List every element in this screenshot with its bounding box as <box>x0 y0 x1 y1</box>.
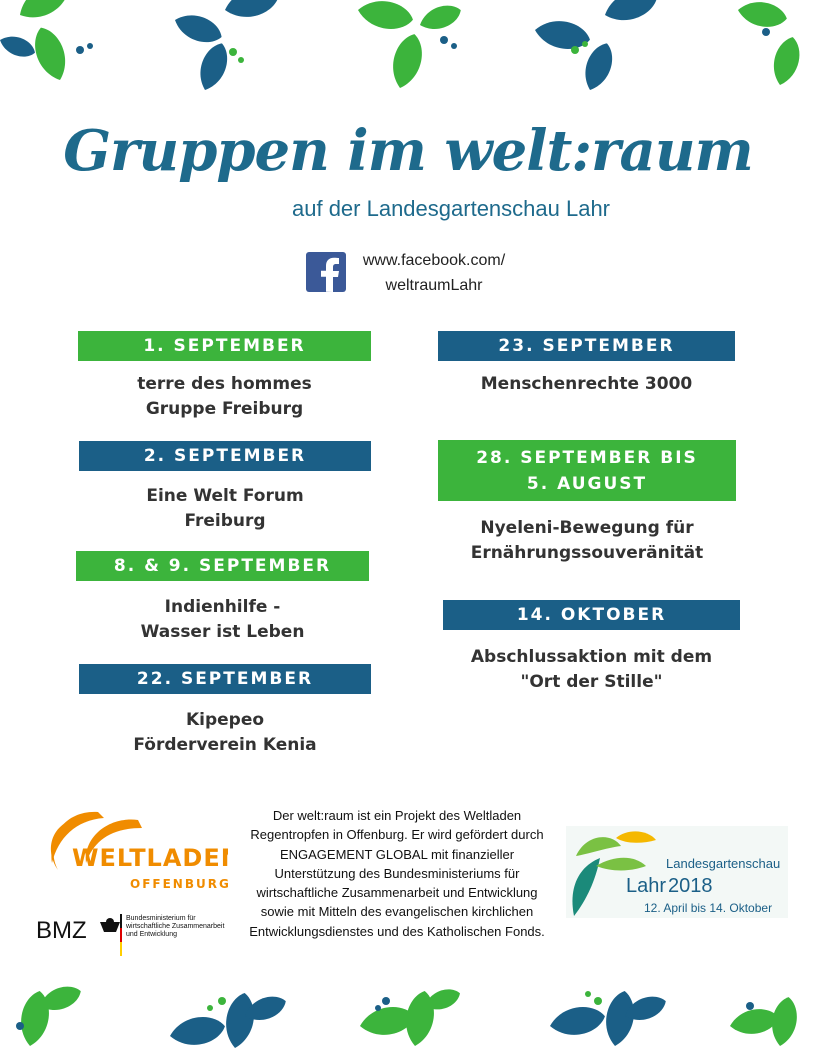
date-bar-1-september <box>78 331 371 361</box>
date-label: 22. SEPTEMBER <box>136 669 314 689</box>
facebook-icon <box>306 252 346 292</box>
eagle-icon <box>100 918 120 932</box>
event-line: Eine Welt Forum <box>146 486 304 506</box>
event-line: Förderverein Kenia <box>133 735 317 755</box>
lgs-logo-city: Lahr <box>626 875 667 897</box>
bmz-logo-line3: und Entwicklung <box>126 931 177 938</box>
bmz-logo-abbr: BMZ <box>36 917 87 944</box>
event-line: Kipepeo <box>185 710 265 730</box>
bmz-logo <box>36 908 232 964</box>
lgs-logo-year: 2018 <box>668 875 713 897</box>
facebook-link-line2: weltraumLahr <box>385 277 483 294</box>
date-bar-28-september-bis-5-august <box>438 440 736 501</box>
date-label: 2. SEPTEMBER <box>143 446 307 466</box>
bmz-logo-line2: wirtschaftliche Zusammenarbeit <box>126 923 225 930</box>
date-bar-8-9-september <box>76 551 369 581</box>
event-entry-6 <box>438 516 736 566</box>
date-label: 5. AUGUST <box>526 473 648 494</box>
date-label: 23. SEPTEMBER <box>498 336 675 356</box>
date-bar-23-september <box>438 331 735 361</box>
bmz-logo-line1: Bundesministerium für <box>126 915 196 922</box>
event-line: Wasser ist Leben <box>140 622 305 642</box>
weltladen-logo <box>38 808 228 900</box>
date-label: 14. OKTOBER <box>516 605 667 625</box>
date-bar-14-oktober <box>443 600 740 630</box>
event-line: "Ort der Stille" <box>520 672 663 692</box>
event-entry-4 <box>79 708 371 758</box>
leaf-decoration-bottom <box>0 956 816 1056</box>
event-line: terre des hommes <box>137 374 312 394</box>
event-entry-7 <box>443 645 740 695</box>
facebook-link[interactable] <box>350 248 518 298</box>
date-bar-22-september <box>79 664 371 694</box>
date-bar-2-september <box>79 441 371 471</box>
event-entry-5 <box>438 372 735 397</box>
date-label: 28. SEPTEMBER BIS <box>476 447 698 468</box>
footer-funding-text: Der welt:raum ist ein Projekt des Weltladen Regentropfen in Offenburg. Er wird gefördert durch ENGAGEMENT GLOBAL mit finanzieller Unterstützung des Bundesministeriums für wirtschaftliche Zusammenarbeit und Entwicklung sowie mit Mitteln des evangelischen kirchlichen Entwicklungsdienstes und des Katholischen Fonds. <box>249 808 545 939</box>
event-entry-3 <box>76 595 369 645</box>
weltladen-logo-name: WELTLADEN <box>72 844 228 872</box>
event-entry-2 <box>79 484 371 534</box>
lgs-logo-dates: 12. April bis 14. Oktober <box>644 901 773 915</box>
date-label: 1. SEPTEMBER <box>143 336 306 356</box>
weltladen-logo-city: OFFENBURG <box>130 877 228 891</box>
facebook-link-line1: www.facebook.com/ <box>362 252 506 269</box>
event-line: Menschenrechte 3000 <box>480 374 693 394</box>
lgs-logo-name: Landesgartenschau <box>666 856 781 871</box>
page-title: Gruppen im welt:raum <box>63 118 753 184</box>
event-line: Abschlussaktion mit dem <box>470 647 713 667</box>
event-line: Gruppe Freiburg <box>145 399 304 419</box>
event-line: Nyeleni-Bewegung für <box>480 518 694 538</box>
page-subtitle: auf der Landesgartenschau Lahr <box>292 196 611 221</box>
event-line: Freiburg <box>184 511 266 531</box>
date-label: 8. & 9. SEPTEMBER <box>113 556 332 576</box>
leaf-decoration-top <box>0 0 816 110</box>
event-line: Indienhilfe - <box>164 597 281 617</box>
event-line: Ernährungssouveränität <box>470 543 704 563</box>
landesgartenschau-logo <box>566 826 788 918</box>
event-entry-1 <box>78 372 371 422</box>
